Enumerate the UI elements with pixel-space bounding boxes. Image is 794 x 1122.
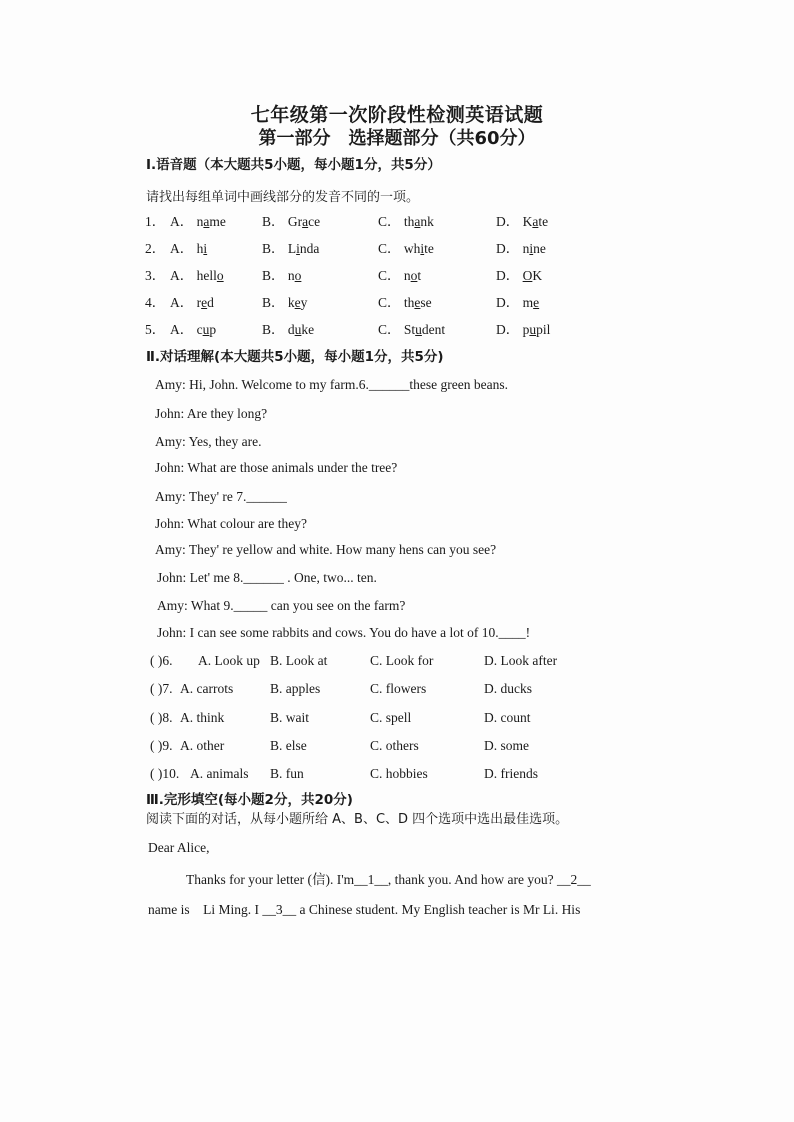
dialogue-line: John: Let' me 8.______ . One, two... ten. [157,570,377,585]
choice-option: D. some [484,738,529,753]
dialogue-line: Amy: They' re yellow and white. How many hens can you see? [155,542,497,557]
choice-option: D. ducks [484,681,532,696]
phonetic-option: C． not [378,268,422,283]
phonetic-option: D． OK [496,268,543,283]
phonetic-option: C． white [378,241,434,256]
exam-title: 七年级第一次阶段性检测英语试题 [250,104,544,126]
phonetic-option: A． cup [170,322,217,337]
choice-option: A. animals [190,766,249,781]
question-number: ( )6. [150,653,173,668]
choice-option: B. Look at [270,653,328,668]
choice-option: B. wait [270,710,309,725]
phonetic-option: A． hello [170,268,224,283]
phonetic-option: A． hi [170,241,208,256]
phonetic-option: A． name [170,214,226,229]
dialogue-line: Amy: What 9._____ can you see on the farm? [157,598,406,613]
phonetic-option: B． no [262,268,302,283]
choice-option: D. count [484,710,531,725]
choice-option: A. Look up [198,653,260,668]
question-number: 2． [145,241,166,256]
choice-option: C. flowers [370,681,427,696]
choice-option: C. others [370,738,419,753]
letter-line: Thanks for your letter (信). I'm__1__, thank you. And how are you? __2__ [186,872,591,887]
choice-option: A. carrots [180,681,234,696]
dialogue-line: Amy: Yes, they are. [155,434,262,449]
choice-option: B. else [270,738,307,753]
dialogue-line: John: Are they long? [155,406,268,421]
dialogue-line: John: What colour are they? [155,516,307,531]
phonetic-option: C． these [378,295,432,310]
section3-heading: Ⅲ.完形填空(每小题2分，共20分) [146,792,353,808]
choice-option: A. think [180,710,225,725]
letter-salutation: Dear Alice, [148,840,210,855]
question-number: 1． [145,214,166,229]
question-number: 5． [145,322,166,337]
dialogue-line: John: I can see some rabbits and cows. You do have a lot of 10.____! [157,625,531,640]
question-number: 3． [145,268,166,283]
dialogue-line: John: What are those animals under the tree? [155,460,398,475]
phonetic-option: D． me [496,295,540,310]
choice-option: B. apples [270,681,321,696]
phonetic-option: D． Kate [496,214,549,229]
section1-instruction: 请找出每组单词中画线部分的发音不同的一项。 [146,190,420,205]
question-number: ( )10. [150,766,180,781]
section3-instruction: 阅读下面的对话，从每小题所给 A、B、C、D 四个选项中选出最佳选项。 [146,812,569,827]
exam-subtitle: 第一部分 选择题部分（共60分） [258,128,536,149]
dialogue-line: Amy: Hi, John. Welcome to my farm.6.______these green beans. [155,377,508,392]
phonetic-option: B． Linda [262,241,320,256]
choice-option: A. other [180,738,225,753]
question-number: 4． [145,295,166,310]
phonetic-option: A． red [170,295,214,310]
choice-option: D. Look after [484,653,558,668]
section2-heading: Ⅱ.对话理解(本大题共5小题，每小题1分，共5分) [146,349,444,365]
phonetic-option: B． duke [262,322,315,337]
question-number: ( )7. [150,681,173,696]
section1-heading: Ⅰ.语音题（本大题共5小题，每小题1分，共5分） [146,157,441,173]
choice-option: C. Look for [370,653,434,668]
choice-option: C. hobbies [370,766,428,781]
phonetic-option: D． nine [496,241,546,256]
phonetic-option: B． key [262,295,308,310]
question-number: ( )9. [150,738,173,753]
question-number: ( )8. [150,710,173,725]
choice-option: B. fun [270,766,304,781]
letter-line: name is Li Ming. I __3__ a Chinese student. My English teacher is Mr Li. His [148,902,581,917]
dialogue-line: Amy: They' re 7.______ [155,489,287,504]
phonetic-option: D． pupil [496,322,551,337]
phonetic-option: C． thank [378,214,434,229]
phonetic-option: B． Grace [262,214,321,229]
phonetic-option: C． Student [378,322,446,337]
choice-option: D. friends [484,766,538,781]
choice-option: C. spell [370,710,412,725]
